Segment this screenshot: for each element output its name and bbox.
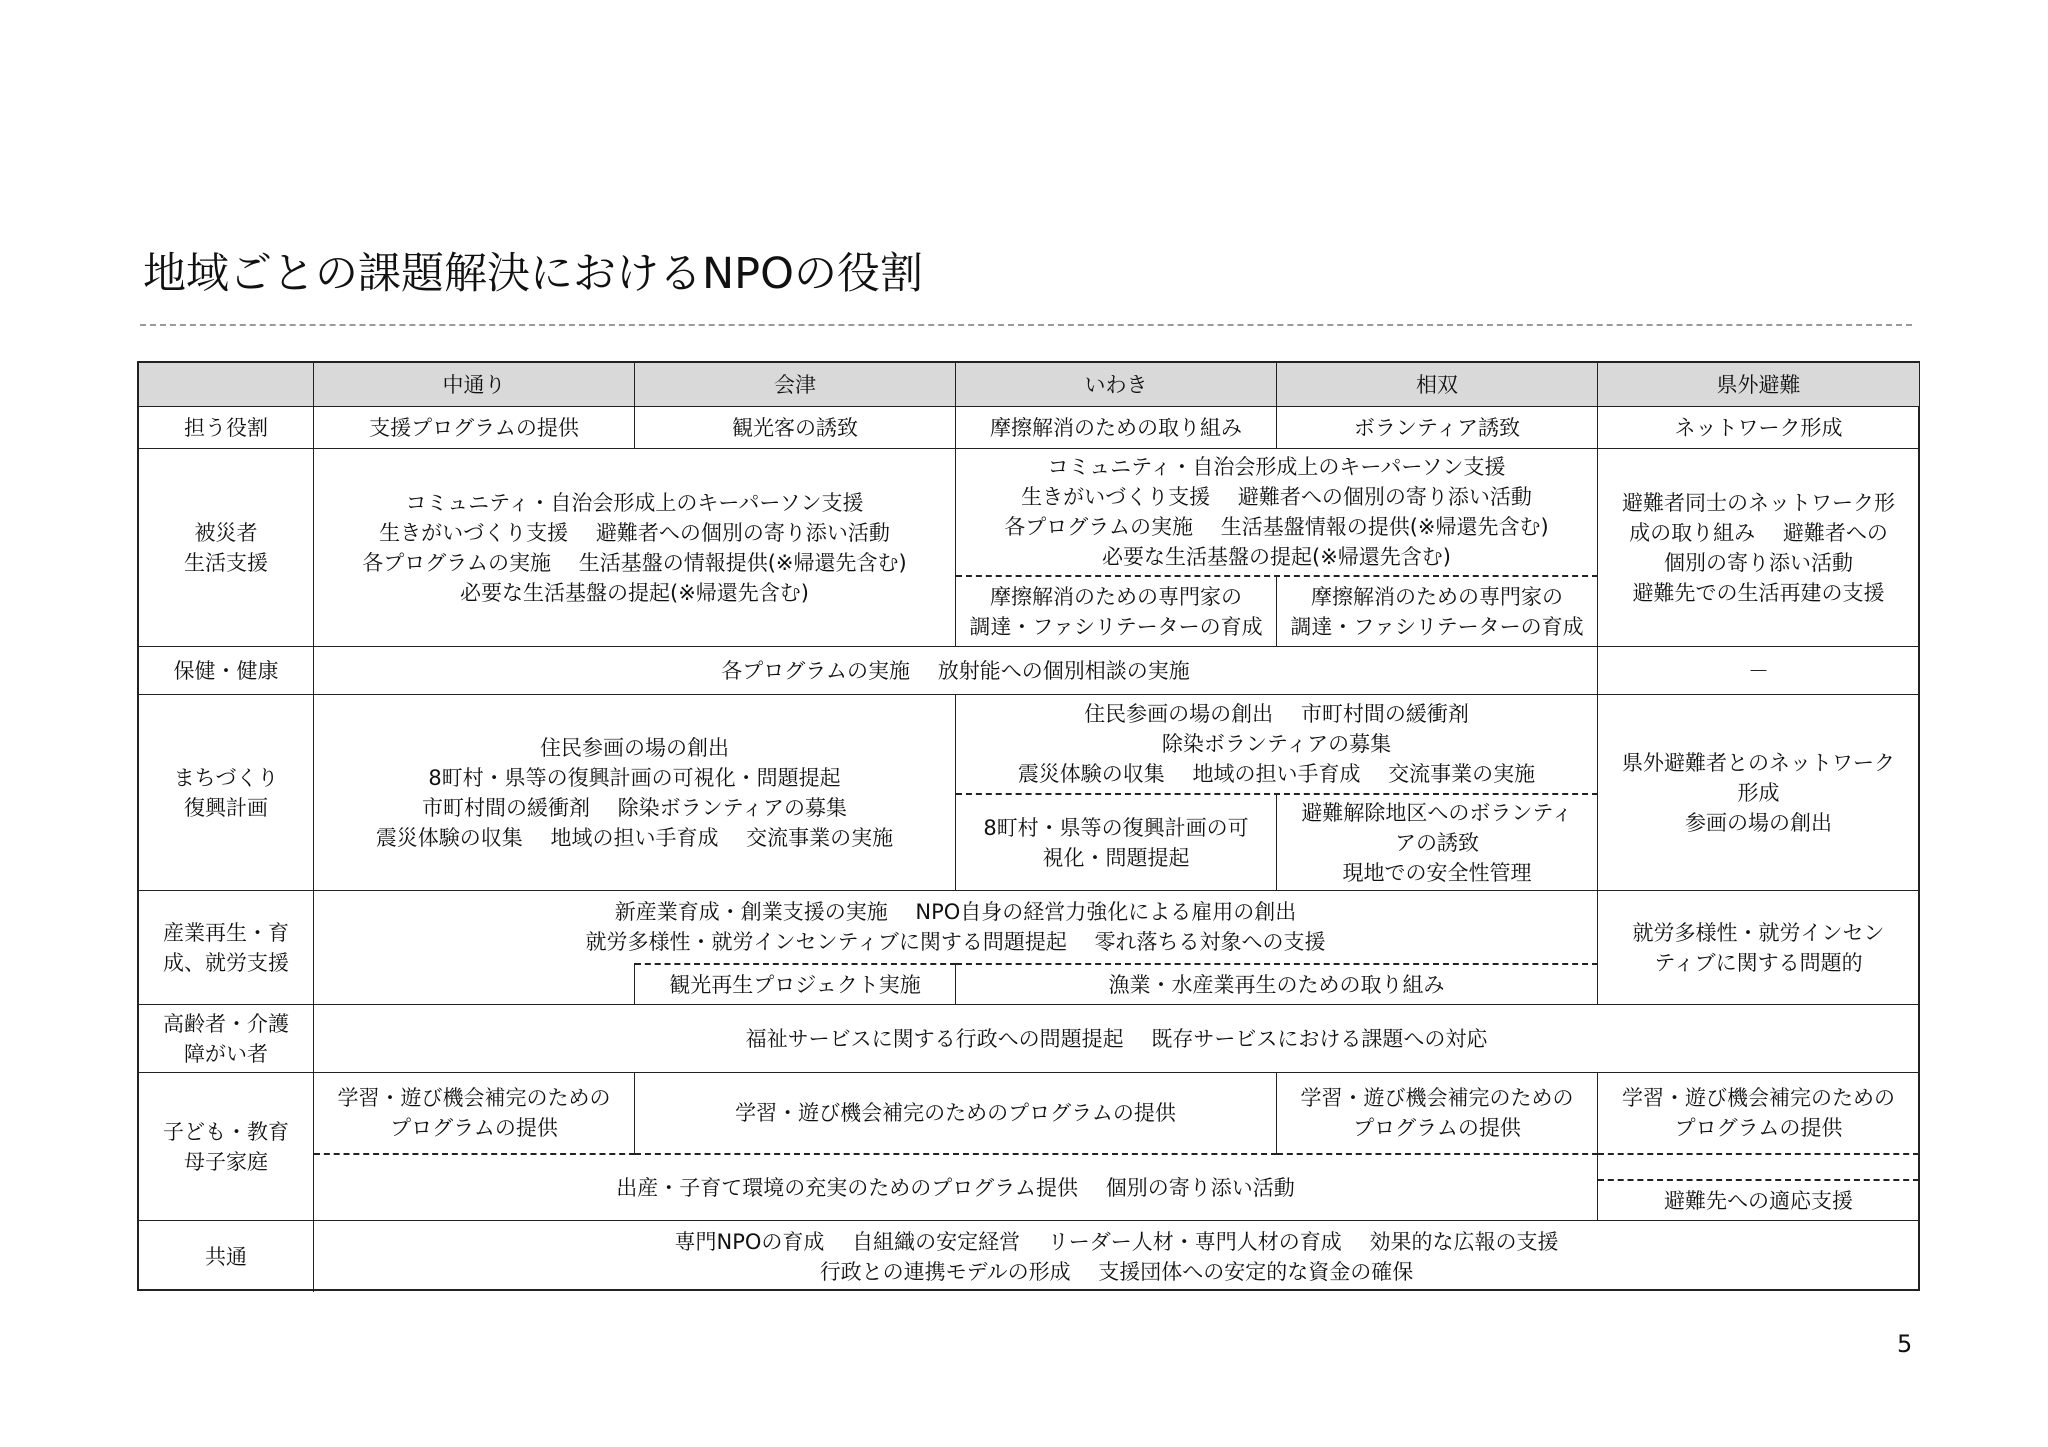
row-label-sangyo: 産業再生・育 成、就労支援 bbox=[139, 891, 314, 1005]
header-nakadori: 中通り bbox=[314, 363, 635, 407]
role-nakadori: 支援プログラムの提供 bbox=[314, 407, 635, 449]
sangyo-block bbox=[314, 891, 1598, 1005]
machi-nakadori-aizu: 住民参画の場の創出 8町村・県等の復興計画の可視化・問題提起 市町村間の緩衝剤 除染ボランティアの募集 震災体験の収集 地域の担い手育成 交流事業の実施 bbox=[314, 695, 956, 891]
title-divider bbox=[140, 324, 1912, 326]
page-title: 地域ごとの課題解決におけるNPOの役割 bbox=[143, 249, 923, 299]
hoken-main: 各プログラムの実施 放射能への個別相談の実施 bbox=[314, 647, 1598, 695]
row-label-machi: まちづくり 復興計画 bbox=[139, 695, 314, 891]
hisai-nakadori-aizu: コミュニティ・自治会形成上のキーパーソン支援 生きがいづくり支援 避難者への個別の寄り添い活動 各プログラムの実施 生活基盤の情報提供(※帰還先含む) 必要な生活基盤の提起(※帰還先含む) bbox=[314, 449, 956, 647]
sangyo-kengai: 就労多様性・就労インセン ティブに関する問題的 bbox=[1598, 891, 1919, 1005]
hisai-iwaki-soso-shared: コミュニティ・自治会形成上のキーパーソン支援 生きがいづくり支援 避難者への個別の寄り添い活動 各プログラムの実施 生活基盤情報の提供(※帰還先含む) 必要な生活基盤の提起(※帰還先含む) bbox=[956, 449, 1598, 577]
machi-iwaki-soso-shared: 住民参画の場の創出 市町村間の緩衝剤 除染ボランティアの募集 震災体験の収集 地域の担い手育成 交流事業の実施 bbox=[956, 695, 1598, 795]
row-label-korei: 高齢者・介護 障がい者 bbox=[139, 1005, 314, 1073]
sangyo-iwaki-soso: 漁業・水産業再生のための取り組み bbox=[956, 963, 1598, 1005]
sangyo-main: 新産業育成・創業支援の実施 NPO自身の経営力強化による雇用の創出 就労多様性・就労インセンティブに関する問題提起 零れ落ちる対象への支援 bbox=[314, 891, 1598, 963]
korei-main: 福祉サービスに関する行政への問題提起 既存サービスにおける課題への対応 bbox=[314, 1005, 1919, 1073]
header-soso: 相双 bbox=[1277, 363, 1598, 407]
row-label-hoken: 保健・健康 bbox=[139, 647, 314, 695]
hisai-iwaki: 摩擦解消のための専門家の 調達・ファシリテーターの育成 bbox=[956, 577, 1277, 647]
kodomo-block bbox=[314, 1073, 1919, 1221]
machi-iwaki: 8町村・県等の復興計画の可 視化・問題提起 bbox=[956, 795, 1277, 891]
kodomo-kengai-spacer bbox=[1598, 1155, 1919, 1181]
role-kengai: ネットワーク形成 bbox=[1598, 407, 1919, 449]
header-corner-cell bbox=[139, 363, 314, 407]
kodomo-bottom: 出産・子育て環境の充実のためのプログラム提供 個別の寄り添い活動 bbox=[314, 1155, 1598, 1221]
row-label-hisai: 被災者 生活支援 bbox=[139, 449, 314, 647]
hisai-soso: 摩擦解消のための専門家の 調達・ファシリテーターの育成 bbox=[1277, 577, 1598, 647]
header-aizu: 会津 bbox=[635, 363, 956, 407]
kodomo-kengai-bottom: 避難先への適応支援 bbox=[1598, 1181, 1919, 1221]
hisai-iwaki-soso-block bbox=[956, 449, 1598, 647]
kodomo-kengai: 学習・遊び機会補完のための プログラムの提供 bbox=[1598, 1073, 1919, 1155]
role-soso: ボランティア誘致 bbox=[1277, 407, 1598, 449]
kodomo-aizu-iwaki: 学習・遊び機会補完のためのプログラムの提供 bbox=[635, 1073, 1277, 1155]
row-label-kodomo: 子ども・教育 母子家庭 bbox=[139, 1073, 314, 1221]
row-label-kyotsu: 共通 bbox=[139, 1221, 314, 1292]
sangyo-aizu: 観光再生プロジェクト実施 bbox=[635, 963, 956, 1005]
header-iwaki: いわき bbox=[956, 363, 1277, 407]
kodomo-soso: 学習・遊び機会補完のための プログラムの提供 bbox=[1277, 1073, 1598, 1155]
kyotsu-main: 専門NPOの育成 自組織の安定経営 リーダー人材・専門人材の育成 効果的な広報の支援 行政との連携モデルの形成 支援団体への安定的な資金の確保 bbox=[674, 1229, 1559, 1284]
hoken-kengai: － bbox=[1598, 647, 1919, 695]
hisai-kengai: 避難者同士のネットワーク形 成の取り組み 避難者への 個別の寄り添い活動 避難先での生活再建の支援 bbox=[1598, 449, 1919, 647]
machi-iwaki-soso-block bbox=[956, 695, 1598, 891]
row-label-role: 担う役割 bbox=[139, 407, 314, 449]
machi-kengai: 県外避難者とのネットワーク 形成 参画の場の創出 bbox=[1598, 695, 1919, 891]
header-kengai: 県外避難 bbox=[1598, 363, 1919, 407]
role-iwaki: 摩擦解消のための取り組み bbox=[956, 407, 1277, 449]
machi-soso: 避難解除地区へのボランティ アの誘致 現地での安全性管理 bbox=[1277, 795, 1598, 891]
npo-role-table bbox=[137, 361, 1920, 1291]
page-number: 5 bbox=[1897, 1330, 1913, 1358]
sangyo-nakadori-empty bbox=[314, 963, 635, 1005]
role-aizu: 観光客の誘致 bbox=[635, 407, 956, 449]
kodomo-nakadori: 学習・遊び機会補完のための プログラムの提供 bbox=[314, 1073, 635, 1155]
